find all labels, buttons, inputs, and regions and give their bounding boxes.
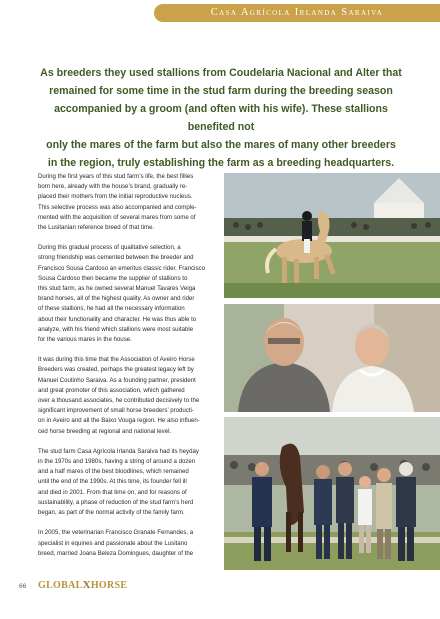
text-line: born here, already with the house’s brand, gradually re- bbox=[38, 183, 188, 191]
text-line: During the first years of this stud farm’s life, the best fillies bbox=[38, 173, 194, 180]
text-line: breed, married Joana Beleza Domingues, daughter of the bbox=[38, 549, 194, 557]
text-line: specialist in equines and passionate about the Lusitano bbox=[38, 539, 188, 547]
text-line: brand horses, all of the highest quality. As owner and rider bbox=[38, 295, 195, 303]
text-line: of these stallions, he had all the necessary information bbox=[38, 305, 185, 313]
logo-text-left: GLOBAL bbox=[38, 580, 83, 591]
text-line: about their functionality and character. He was thus able to bbox=[38, 315, 197, 323]
text-line: and great promoter of this association, which gathered bbox=[38, 386, 185, 394]
page-number: 66 bbox=[19, 583, 27, 590]
text-line: placed their mothers from the initial reproductive nucleus. bbox=[38, 193, 193, 201]
article-body bbox=[38, 172, 218, 569]
couple-photo bbox=[224, 304, 440, 412]
intro-quote bbox=[40, 64, 402, 172]
logo-x-mark: X bbox=[82, 579, 91, 591]
text-line: The stud farm Casa Agrícola Irlanda Saraiva had its heyday bbox=[38, 447, 199, 455]
paragraph bbox=[38, 355, 218, 437]
global-horse-logo bbox=[38, 579, 127, 591]
text-line: for the various mares in the house. bbox=[38, 336, 132, 344]
group-photo bbox=[224, 417, 440, 570]
text-line: During this gradual process of qualitative selection, a bbox=[38, 244, 181, 252]
intro-line: accompanied by a groom (and often with his wife). These stallions benefited not bbox=[54, 103, 388, 133]
intro-line: in the region, truly establishing the farm as a breeding headquarters. bbox=[47, 157, 395, 169]
section-title: Casa Agrícola Irlanda Saraiva bbox=[210, 7, 384, 18]
text-line: on in Aveiro and all the Baixo Vouga region. He also influen- bbox=[38, 417, 200, 425]
text-line: the Lusitanian reference breed of that time. bbox=[38, 224, 155, 232]
intro-line: only the mares of the farm but also the mares of many other breeders bbox=[46, 139, 396, 151]
text-line: It was during this time that the Association of Aveiro Horse bbox=[38, 356, 195, 364]
text-line: and died in 2001. From that time on, and for reasons of bbox=[38, 488, 187, 496]
text-line: ced horse breeding at regional and national level. bbox=[38, 427, 172, 435]
text-line: began, as part of the normal activity of the family farm. bbox=[38, 509, 185, 517]
text-line: mented with the acquisition of several mares from some of bbox=[38, 213, 196, 221]
text-line: analyze, with his friend which stallions were most suitable bbox=[38, 325, 194, 333]
text-line: this stud farm, as he owned several Manuel Tavares Veiga bbox=[38, 285, 196, 293]
text-line: over a thousand associates, he contributed decisively to the bbox=[38, 397, 200, 405]
text-line: Francisco Sousa Cardoso an emeritus classic rider. Francisco bbox=[38, 264, 205, 272]
intro-line: remained for some time in the stud farm during the breeding season bbox=[49, 85, 393, 97]
text-line: until the end of the 1990s. At this time, its founder fell ill bbox=[38, 478, 187, 486]
dressage-photo bbox=[224, 173, 440, 298]
paragraph bbox=[38, 528, 218, 559]
text-line: strong friendship was cemented between the breeder and bbox=[38, 254, 194, 262]
text-line: Manuel Coutinho Saraiva. As a founding partner, president bbox=[38, 376, 196, 384]
text-line: Sousa Cardoso then became the supplier of stallions to bbox=[38, 274, 188, 282]
text-line: in the 1970s and 1980s, having a string of around a dozen bbox=[38, 458, 196, 466]
paragraph bbox=[38, 172, 218, 233]
logo-text-right: HORSE bbox=[90, 580, 128, 591]
intro-line: As breeders they used stallions from Coudelaria Nacional and Alter that bbox=[40, 67, 402, 79]
text-line: significant improvement of small horse breeders’ producti- bbox=[38, 407, 194, 415]
paragraph bbox=[38, 243, 218, 345]
paragraph bbox=[38, 447, 218, 518]
text-line: In 2005, the veterinarian Francisco Granate Fernandes, a bbox=[38, 529, 194, 537]
text-line: This selective process was also accompanied and comple- bbox=[38, 203, 197, 211]
text-line: sustainability, a phase of reduction of the stud farm’s herd bbox=[38, 498, 194, 506]
text-line: and a half mares of the best bloodlines, which remained bbox=[38, 468, 189, 476]
text-line: Breeders was created, perhaps the greatest legacy left by bbox=[38, 366, 194, 374]
